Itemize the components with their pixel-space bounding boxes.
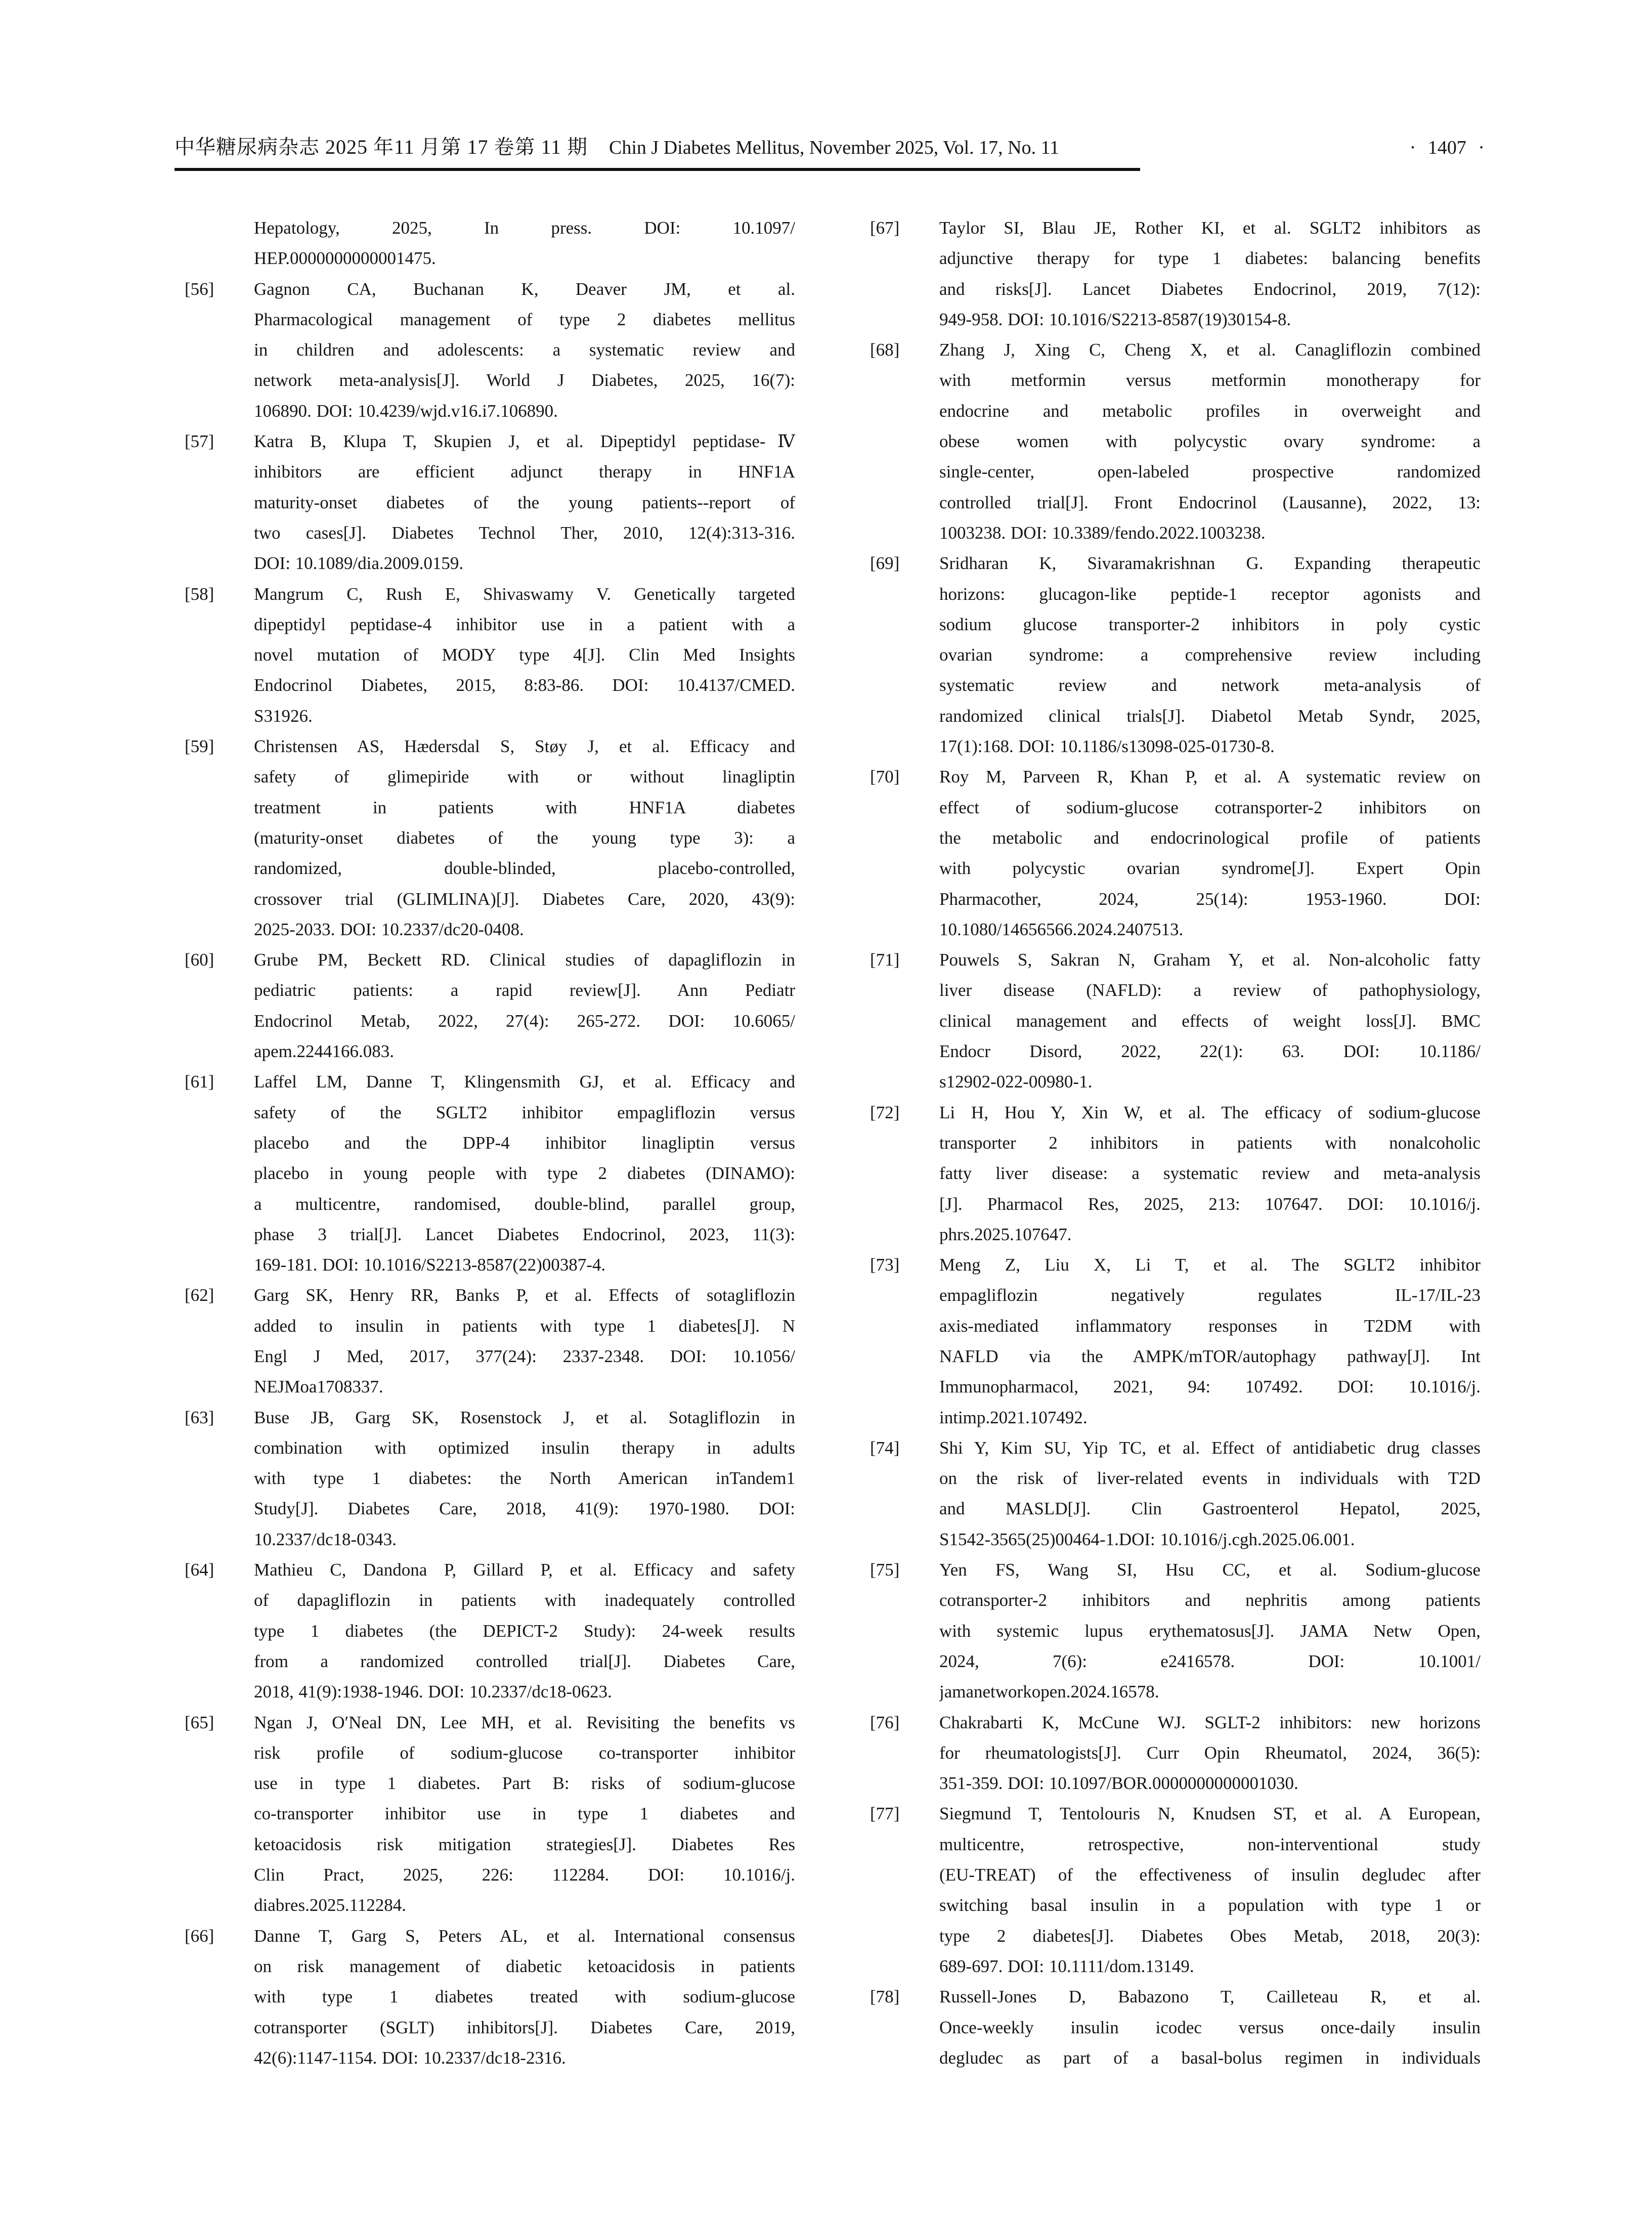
reference-lines xyxy=(254,213,795,274)
reference-item xyxy=(870,1799,1481,1982)
reference-number: [69] xyxy=(870,553,900,574)
reference-line: ketoacidosis risk mitigation strategies[J]. Diabetes Res xyxy=(254,1834,795,1854)
reference-line: 17(1):168. DOI: 10.1186/s13098-025-01730-8. xyxy=(939,736,1275,757)
reference-lines xyxy=(939,945,1481,1097)
reference-line: use in type 1 diabetes. Part B: risks of sodium-glucose xyxy=(254,1773,795,1794)
reference-item xyxy=(870,1555,1481,1707)
reference-item xyxy=(185,1708,795,1921)
reference-lines xyxy=(254,1067,795,1280)
reference-line: Meng Z, Liu X, Li T, et al. The SGLT2 inhibitor xyxy=(939,1255,1481,1275)
reference-line: placebo in young people with type 2 diabetes (DINAMO): xyxy=(254,1163,795,1184)
reference-line: of dapagliflozin in patients with inadequately controlled xyxy=(254,1590,795,1610)
reference-line: and risks[J]. Lancet Diabetes Endocrinol, 2019, 7(12): xyxy=(939,279,1481,299)
reference-line: Pouwels S, Sakran N, Graham Y, et al. Non-alcoholic fatty xyxy=(939,950,1481,970)
reference-line: with type 1 diabetes treated with sodium-glucose xyxy=(254,1987,795,2007)
reference-line: Mangrum C, Rush E, Shivaswamy V. Genetically targeted xyxy=(254,584,795,604)
reference-lines xyxy=(254,1555,795,1707)
reference-item xyxy=(870,1250,1481,1433)
reference-line: Endocrinol Metab, 2022, 27(4): 265-272. DOI: 10.6065/ xyxy=(254,1011,795,1031)
reference-number: [68] xyxy=(870,340,900,360)
reference-line: co-transporter inhibitor use in type 1 diabetes and xyxy=(254,1804,795,1824)
reference-lines xyxy=(939,1098,1481,1250)
reference-line: 106890. DOI: 10.4239/wjd.v16.i7.106890. xyxy=(254,401,558,421)
reference-line: diabres.2025.112284. xyxy=(254,1895,407,1915)
reference-number: [59] xyxy=(185,736,214,757)
reference-line: pediatric patients: a rapid review[J]. Ann Pediatr xyxy=(254,980,795,1000)
reference-line: Pharmacother, 2024, 25(14): 1953-1960. DOI: xyxy=(939,889,1481,909)
reference-line: Mathieu C, Dandona P, Gillard P, et al. Efficacy and safety xyxy=(254,1560,795,1580)
reference-line: Chakrabarti K, McCune WJ. SGLT-2 inhibitors: new horizons xyxy=(939,1712,1481,1732)
reference-line: (maturity-onset diabetes of the young type 3): a xyxy=(254,827,795,848)
reference-line: Russell-Jones D, Babazono T, Cailleteau R, et al. xyxy=(939,1987,1481,2007)
journal-title-cn: 中华糖尿病杂志 2025 年11 月第 17 卷第 11 期 xyxy=(175,136,588,158)
reference-line: type 2 diabetes[J]. Diabetes Obes Metab, 2018, 20(3): xyxy=(939,1926,1481,1946)
reference-lines xyxy=(254,579,795,731)
reference-line: systematic review and network meta-analysis of xyxy=(939,675,1481,695)
reference-line: 10.2337/dc18-0343. xyxy=(254,1529,397,1549)
header-rule xyxy=(175,168,1140,171)
reference-line: Shi Y, Kim SU, Yip TC, et al. Effect of antidiabetic drug classes xyxy=(939,1437,1481,1458)
reference-line: on the risk of liver-related events in individuals with T2D xyxy=(939,1468,1481,1489)
reference-line: with systemic lupus erythematosus[J]. JAMA Netw Open, xyxy=(939,1621,1481,1641)
reference-lines xyxy=(939,213,1481,335)
reference-item xyxy=(870,762,1481,945)
reference-item xyxy=(185,213,795,274)
reference-line: phrs.2025.107647. xyxy=(939,1224,1072,1244)
reference-number: [74] xyxy=(870,1437,900,1458)
reference-line: 2024, 7(6): e2416578. DOI: 10.1001/ xyxy=(939,1651,1481,1671)
reference-line: for rheumatologists[J]. Curr Opin Rheumatol, 2024, 36(5): xyxy=(939,1742,1481,1763)
reference-line: dipeptidyl peptidase-4 inhibitor use in a patient with a xyxy=(254,614,795,634)
reference-line: with polycystic ovarian syndrome[J]. Expert Opin xyxy=(939,858,1481,879)
reference-number: [78] xyxy=(870,1987,900,2007)
reference-lines xyxy=(254,1708,795,1921)
reference-line: S1542-3565(25)00464-1.DOI: 10.1016/j.cgh.2025.06.001. xyxy=(939,1529,1355,1549)
reference-number: [61] xyxy=(185,1072,214,1092)
reference-item xyxy=(870,548,1481,762)
reference-item xyxy=(185,426,795,579)
reference-lines xyxy=(939,1433,1481,1555)
reference-line: Taylor SI, Blau JE, Rother KI, et al. SGLT2 inhibitors as xyxy=(939,218,1481,238)
reference-line: Hepatology, 2025, In press. DOI: 10.1097/ xyxy=(254,218,795,238)
reference-item xyxy=(870,213,1481,335)
reference-line: Once-weekly insulin icodec versus once-daily insulin xyxy=(939,2017,1481,2037)
references-column-right xyxy=(870,213,1481,2073)
reference-number: [65] xyxy=(185,1712,214,1732)
reference-lines xyxy=(254,1921,795,2073)
reference-line: 10.1080/14656566.2024.2407513. xyxy=(939,919,1184,939)
journal-title-en: Chin J Diabetes Mellitus, November 2025, Vol. 17, No. 11 xyxy=(609,137,1060,158)
reference-lines xyxy=(254,1280,795,1402)
reference-number: [60] xyxy=(185,950,214,970)
page-number: · 1407 · xyxy=(1409,137,1485,158)
reference-line: 169-181. DOI: 10.1016/S2213-8587(22)00387-4. xyxy=(254,1255,606,1275)
reference-line: with type 1 diabetes: the North American inTandem1 xyxy=(254,1468,795,1489)
reference-number: [77] xyxy=(870,1804,900,1824)
reference-number: [70] xyxy=(870,767,900,787)
reference-item xyxy=(185,731,795,945)
reference-line: effect of sodium-glucose cotransporter-2 inhibitors on xyxy=(939,797,1481,817)
reference-line: controlled trial[J]. Front Endocrinol (Lausanne), 2022, 13: xyxy=(939,492,1481,512)
reference-item xyxy=(870,1433,1481,1555)
reference-line: safety of the SGLT2 inhibitor empagliflozin versus xyxy=(254,1102,795,1122)
reference-line: obese women with polycystic ovary syndrome: a xyxy=(939,431,1481,452)
references-column-left xyxy=(185,213,795,2073)
reference-item xyxy=(870,1708,1481,1799)
reference-line: S31926. xyxy=(254,706,313,726)
reference-item xyxy=(870,335,1481,548)
reference-item xyxy=(185,274,795,426)
reference-number: [76] xyxy=(870,1712,900,1732)
reference-line: fatty liver disease: a systematic review and meta-analysis xyxy=(939,1163,1481,1184)
reference-lines xyxy=(254,426,795,579)
reference-line: clinical management and effects of weight loss[J]. BMC xyxy=(939,1011,1481,1031)
reference-lines xyxy=(939,1250,1481,1433)
reference-item xyxy=(870,1098,1481,1250)
reference-line: Sridharan K, Sivaramakrishnan G. Expanding therapeutic xyxy=(939,553,1481,574)
reference-line: apem.2244166.083. xyxy=(254,1041,395,1062)
reference-line: transporter 2 inhibitors in patients with nonalcoholic xyxy=(939,1132,1481,1153)
reference-line: Immunopharmacol, 2021, 94: 107492. DOI: 10.1016/j. xyxy=(939,1377,1481,1397)
reference-line: phase 3 trial[J]. Lancet Diabetes Endocrinol, 2023, 11(3): xyxy=(254,1224,795,1244)
reference-lines xyxy=(939,1982,1481,2073)
reference-line: liver disease (NAFLD): a review of pathophysiology, xyxy=(939,980,1481,1000)
reference-line: combination with optimized insulin therapy in adults xyxy=(254,1437,795,1458)
reference-number: [56] xyxy=(185,279,214,299)
reference-number: [72] xyxy=(870,1102,900,1122)
reference-item xyxy=(185,1555,795,1707)
reference-number: [58] xyxy=(185,584,214,604)
reference-lines xyxy=(939,762,1481,945)
reference-line: type 1 diabetes (the DEPICT-2 Study): 24-week results xyxy=(254,1621,795,1641)
reference-line: with metformin versus metformin monotherapy for xyxy=(939,370,1481,390)
reference-line: horizons: glucagon-like peptide-1 receptor agonists and xyxy=(939,584,1481,604)
reference-line: Siegmund T, Tentolouris N, Knudsen ST, et al. A European, xyxy=(939,1804,1481,1824)
reference-line: endocrine and metabolic profiles in overweight and xyxy=(939,401,1481,421)
reference-line: placebo and the DPP-4 inhibitor linagliptin versus xyxy=(254,1132,795,1153)
reference-line: 2018, 41(9):1938-1946. DOI: 10.2337/dc18-0623. xyxy=(254,1682,612,1702)
reference-line: Buse JB, Garg SK, Rosenstock J, et al. Sotagliflozin in xyxy=(254,1407,795,1427)
reference-line: s12902-022-00980-1. xyxy=(939,1072,1093,1092)
reference-line: multicentre, retrospective, non-interventional study xyxy=(939,1834,1481,1854)
reference-item xyxy=(870,1982,1481,2073)
reference-line: Engl J Med, 2017, 377(24): 2337-2348. DOI: 10.1056/ xyxy=(254,1346,795,1366)
reference-line: 2025-2033. DOI: 10.2337/dc20-0408. xyxy=(254,919,524,939)
reference-item xyxy=(185,1921,795,2073)
reference-line: Study[J]. Diabetes Care, 2018, 41(9): 1970-1980. DOI: xyxy=(254,1499,795,1519)
reference-line: degludec as part of a basal-bolus regimen in individuals xyxy=(939,2047,1481,2068)
reference-line: switching basal insulin in a population with type 1 or xyxy=(939,1895,1481,1915)
reference-line: jamanetworkopen.2024.16578. xyxy=(939,1682,1159,1702)
reference-line: 1003238. DOI: 10.3389/fendo.2022.1003238. xyxy=(939,522,1266,543)
reference-line: Garg SK, Henry RR, Banks P, et al. Effects of sotagliflozin xyxy=(254,1285,795,1305)
reference-line: NAFLD via the AMPK/mTOR/autophagy pathway[J]. Int xyxy=(939,1346,1481,1366)
reference-line: adjunctive therapy for type 1 diabetes: balancing benefits xyxy=(939,248,1481,269)
reference-line: Yen FS, Wang SI, Hsu CC, et al. Sodium-glucose xyxy=(939,1560,1481,1580)
reference-line: Grube PM, Beckett RD. Clinical studies of dapagliflozin in xyxy=(254,950,795,970)
reference-number: [75] xyxy=(870,1560,900,1580)
reference-number: [71] xyxy=(870,950,900,970)
reference-line: treatment in patients with HNF1A diabetes xyxy=(254,797,795,817)
reference-line: Endocrinol Diabetes, 2015, 8:83-86. DOI: 10.4137/CMED. xyxy=(254,675,795,695)
reference-line: and MASLD[J]. Clin Gastroenterol Hepatol, 2025, xyxy=(939,1499,1481,1519)
reference-number: [57] xyxy=(185,431,214,452)
reference-line: empagliflozin negatively regulates IL-17/IL-23 xyxy=(939,1285,1481,1305)
reference-line: Gagnon CA, Buchanan K, Deaver JM, et al. xyxy=(254,279,795,299)
reference-line: Ngan J, O′Neal DN, Lee MH, et al. Revisiting the benefits vs xyxy=(254,1712,795,1732)
reference-number: [62] xyxy=(185,1285,214,1305)
reference-line: axis-mediated inflammatory responses in T2DM with xyxy=(939,1316,1481,1336)
reference-line: cotransporter-2 inhibitors and nephritis among patients xyxy=(939,1590,1481,1610)
reference-line: from a randomized controlled trial[J]. Diabetes Care, xyxy=(254,1651,795,1671)
reference-line: HEP.0000000000001475. xyxy=(254,248,436,269)
reference-line: (EU-TREAT) of the effectiveness of insulin degludec after xyxy=(939,1865,1481,1885)
reference-number: [73] xyxy=(870,1255,900,1275)
reference-number: [66] xyxy=(185,1926,214,1946)
reference-item xyxy=(185,579,795,731)
reference-lines xyxy=(939,1799,1481,1982)
reference-lines xyxy=(254,945,795,1067)
reference-line: 42(6):1147-1154. DOI: 10.2337/dc18-2316. xyxy=(254,2047,566,2068)
reference-line: Christensen AS, Hædersdal S, Støy J, et al. Efficacy and xyxy=(254,736,795,757)
reference-line: a multicentre, randomised, double-blind, parallel group, xyxy=(254,1194,795,1214)
reference-line: crossover trial (GLIMLINA)[J]. Diabetes Care, 2020, 43(9): xyxy=(254,889,795,909)
page-header xyxy=(175,136,1485,159)
reference-line: Clin Pract, 2025, 226: 112284. DOI: 10.1016/j. xyxy=(254,1865,795,1885)
reference-line: randomized clinical trials[J]. Diabetol Metab Syndr, 2025, xyxy=(939,706,1481,726)
reference-line: on risk management of diabetic ketoacidosis in patients xyxy=(254,1956,795,1976)
reference-number: [63] xyxy=(185,1407,214,1427)
reference-number: [67] xyxy=(870,218,900,238)
reference-item xyxy=(185,1280,795,1402)
reference-line: randomized, double-blinded, placebo-controlled, xyxy=(254,858,795,879)
reference-lines xyxy=(939,335,1481,548)
reference-lines xyxy=(939,548,1481,762)
reference-line: 949-958. DOI: 10.1016/S2213-8587(19)30154-8. xyxy=(939,309,1291,329)
reference-line: Katra B, Klupa T, Skupien J, et al. Dipeptidyl peptidase-Ⅳ xyxy=(254,431,795,452)
reference-line: cotransporter (SGLT) inhibitors[J]. Diabetes Care, 2019, xyxy=(254,2017,795,2037)
reference-line: Laffel LM, Danne T, Klingensmith GJ, et al. Efficacy and xyxy=(254,1072,795,1092)
reference-line: intimp.2021.107492. xyxy=(939,1407,1088,1427)
reference-line: ovarian syndrome: a comprehensive review including xyxy=(939,645,1481,665)
reference-line: novel mutation of MODY type 4[J]. Clin Med Insights xyxy=(254,645,795,665)
reference-line: Pharmacological management of type 2 diabetes mellitus xyxy=(254,309,795,329)
reference-number: [64] xyxy=(185,1560,214,1580)
reference-line: Endocr Disord, 2022, 22(1): 63. DOI: 10.1186/ xyxy=(939,1041,1481,1062)
reference-line: maturity-onset diabetes of the young patients--report of xyxy=(254,492,795,512)
reference-line: NEJMoa1708337. xyxy=(254,1377,383,1397)
reference-lines xyxy=(254,274,795,426)
reference-line: risk profile of sodium-glucose co-transporter inhibitor xyxy=(254,1742,795,1763)
reference-line: Li H, Hou Y, Xin W, et al. The efficacy of sodium-glucose xyxy=(939,1102,1481,1122)
reference-item xyxy=(185,945,795,1067)
reference-line: safety of glimepiride with or without linagliptin xyxy=(254,767,795,787)
reference-line: Roy M, Parveen R, Khan P, et al. A systematic review on xyxy=(939,767,1481,787)
reference-lines xyxy=(254,1403,795,1555)
reference-line: sodium glucose transporter-2 inhibitors in poly cystic xyxy=(939,614,1481,634)
reference-line: added to insulin in patients with type 1 diabetes[J]. N xyxy=(254,1316,795,1336)
reference-lines xyxy=(939,1555,1481,1707)
reference-line: two cases[J]. Diabetes Technol Ther, 2010, 12(4):313-316. xyxy=(254,522,795,543)
reference-line: single-center, open-labeled prospective randomized xyxy=(939,462,1481,482)
reference-line: [J]. Pharmacol Res, 2025, 213: 107647. DOI: 10.1016/j. xyxy=(939,1194,1481,1214)
reference-line: Zhang J, Xing C, Cheng X, et al. Canagliflozin combined xyxy=(939,340,1481,360)
reference-line: DOI: 10.1089/dia.2009.0159. xyxy=(254,553,464,574)
reference-item xyxy=(185,1403,795,1555)
reference-line: inhibitors are efficient adjunct therapy in HNF1A xyxy=(254,462,795,482)
reference-lines xyxy=(939,1708,1481,1799)
reference-line: 351-359. DOI: 10.1097/BOR.0000000000001030. xyxy=(939,1773,1298,1794)
reference-line: Danne T, Garg S, Peters AL, et al. International consensus xyxy=(254,1926,795,1946)
reference-lines xyxy=(254,731,795,945)
reference-item xyxy=(185,1067,795,1280)
reference-line: 689-697. DOI: 10.1111/dom.13149. xyxy=(939,1956,1194,1976)
reference-item xyxy=(870,945,1481,1097)
reference-line: the metabolic and endocrinological profile of patients xyxy=(939,827,1481,848)
reference-line: in children and adolescents: a systematic review and xyxy=(254,340,795,360)
reference-line: network meta-analysis[J]. World J Diabetes, 2025, 16(7): xyxy=(254,370,795,390)
